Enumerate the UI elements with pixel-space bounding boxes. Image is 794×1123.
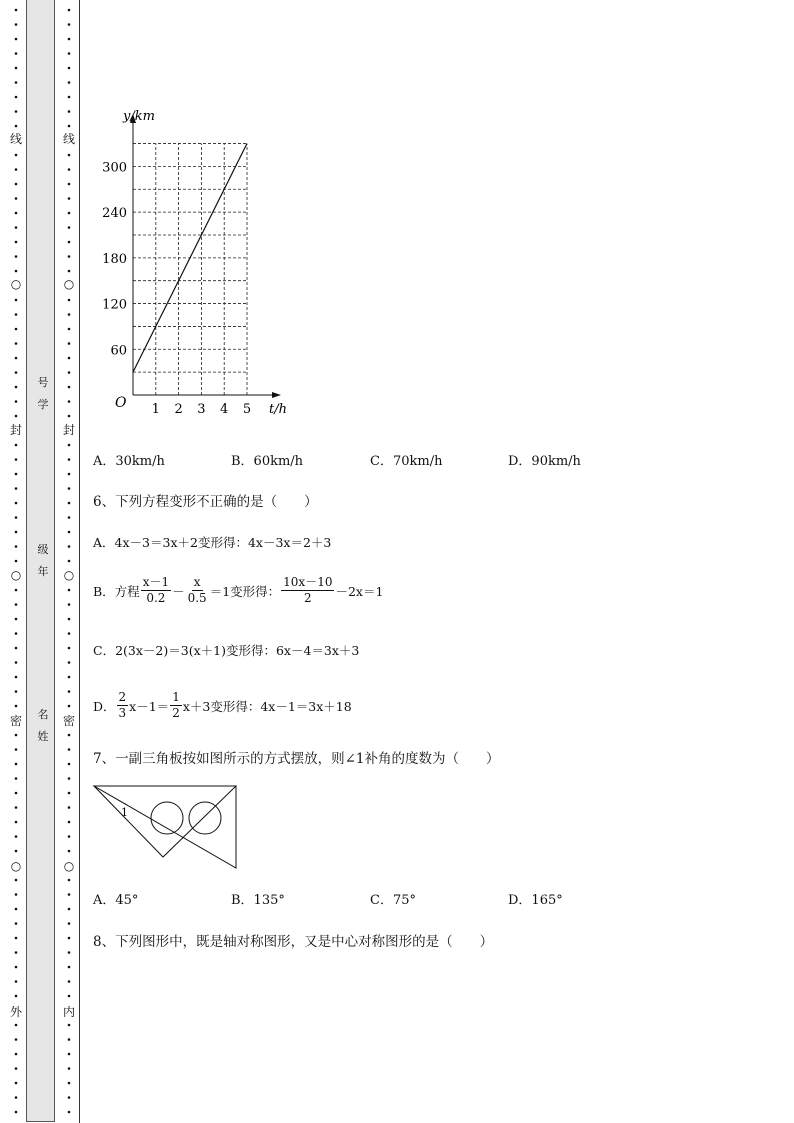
margin-dot xyxy=(15,212,18,215)
margin-dot xyxy=(68,647,71,650)
margin-dot xyxy=(15,937,18,940)
q5-option-b[interactable]: B．60km/h xyxy=(231,454,304,469)
margin-dot xyxy=(15,458,18,461)
margin-dot xyxy=(15,705,18,708)
margin-dot xyxy=(15,502,18,505)
margin-dot xyxy=(68,806,71,809)
margin-dot xyxy=(68,951,71,954)
margin-dot xyxy=(15,676,18,679)
q6-d-prefix: D． xyxy=(93,698,116,714)
margin-dot xyxy=(68,342,71,345)
margin-dot xyxy=(15,879,18,882)
field-char: 学 xyxy=(37,398,49,411)
margin-dot xyxy=(15,197,18,200)
denominator: 3 xyxy=(118,706,127,720)
margin-dot xyxy=(15,226,18,229)
margin-dot xyxy=(68,1024,71,1027)
outer-mark-circle: ○ xyxy=(10,568,22,582)
margin-dot xyxy=(68,1053,71,1056)
y-axis-label: y/km xyxy=(123,109,155,124)
margin-dot xyxy=(68,879,71,882)
margin-dot xyxy=(15,821,18,824)
margin-dot xyxy=(15,777,18,780)
margin-dot xyxy=(68,197,71,200)
margin-dot xyxy=(15,661,18,664)
outer-mark-wai: 外 xyxy=(9,1005,22,1019)
margin-dot xyxy=(68,1082,71,1085)
inner-mark-circle: ○ xyxy=(63,568,75,582)
margin-dot xyxy=(68,966,71,969)
margin-dot xyxy=(68,661,71,664)
distance-time-chart xyxy=(93,100,313,420)
margin-dot xyxy=(68,357,71,360)
margin-dot xyxy=(68,183,71,186)
outer-mark-circle: ○ xyxy=(10,277,22,291)
margin-dot xyxy=(15,1111,18,1114)
q5-option-a[interactable]: A．30km/h xyxy=(93,454,165,469)
margin-dot xyxy=(15,806,18,809)
denominator: 2 xyxy=(303,591,312,605)
q7-option-b[interactable]: B．135° xyxy=(231,893,285,908)
margin-dot xyxy=(15,96,18,99)
q7-option-d[interactable]: D．165° xyxy=(508,893,563,908)
margin-dot xyxy=(68,937,71,940)
triangle-45 xyxy=(94,786,236,857)
margin-dot xyxy=(15,734,18,737)
margin-dot xyxy=(68,1096,71,1099)
margin-dot xyxy=(15,81,18,84)
margin-dot xyxy=(15,444,18,447)
margin-dot xyxy=(68,96,71,99)
field-char: 号 xyxy=(37,376,49,389)
margin-dot xyxy=(15,618,18,621)
margin-dot xyxy=(15,38,18,41)
margin-dot xyxy=(15,589,18,592)
y-tick-label: 120 xyxy=(102,297,127,313)
margin-dot xyxy=(15,893,18,896)
origin-label: O xyxy=(115,395,127,411)
margin-dot xyxy=(15,1067,18,1070)
margin-dot xyxy=(68,9,71,12)
margin-dot xyxy=(15,647,18,650)
margin-dot xyxy=(15,995,18,998)
inner-mark-xian: 线 xyxy=(62,132,75,146)
margin-dot xyxy=(68,226,71,229)
margin-dot xyxy=(15,908,18,911)
margin-dot xyxy=(15,342,18,345)
fraction xyxy=(281,575,334,606)
margin-dot xyxy=(15,183,18,186)
margin-dot xyxy=(68,995,71,998)
triangle-set-figure xyxy=(93,783,239,871)
margin-dot xyxy=(15,110,18,113)
field-char: 姓 xyxy=(37,730,49,743)
margin-dot xyxy=(68,821,71,824)
fraction xyxy=(141,575,171,606)
margin-dot xyxy=(15,67,18,70)
margin-dot xyxy=(15,835,18,838)
margin-dot xyxy=(68,734,71,737)
margin-dot xyxy=(15,255,18,258)
x-axis-arrow xyxy=(272,392,281,398)
q7-option-a[interactable]: A．45° xyxy=(93,893,139,908)
angle-1-label: 1 xyxy=(121,806,128,819)
margin-dot xyxy=(68,748,71,751)
margin-dot xyxy=(68,241,71,244)
outer-mark-feng: 封 xyxy=(9,423,22,437)
margin-dot xyxy=(68,371,71,374)
margin-dot xyxy=(68,154,71,157)
margin-dot xyxy=(68,415,71,418)
margin-dot xyxy=(68,980,71,983)
numerator: 1 xyxy=(172,690,180,704)
margin-dot xyxy=(68,458,71,461)
q7-option-c[interactable]: C．75° xyxy=(370,893,416,908)
triangle-hole-left xyxy=(151,802,183,834)
margin-dot xyxy=(15,792,18,795)
margin-dot xyxy=(68,487,71,490)
q6-c-expr: 2(3x－2)＝3(x＋1)变形得：6x－4＝3x＋3 xyxy=(115,643,360,658)
margin-dot xyxy=(15,386,18,389)
margin-dot xyxy=(68,473,71,476)
outer-mark-xian: 线 xyxy=(9,132,22,146)
x-tick-label: 4 xyxy=(220,402,229,417)
q5-option-d[interactable]: D．90km/h xyxy=(508,454,581,469)
minus-sign: － xyxy=(172,583,185,599)
q6-d-mid1: x－1＝ xyxy=(129,698,170,714)
margin-dot xyxy=(68,502,71,505)
outer-mark-circle: ○ xyxy=(10,859,22,873)
margin-dot xyxy=(15,980,18,983)
margin-dot xyxy=(15,531,18,534)
margin-dot xyxy=(15,299,18,302)
margin-dot xyxy=(68,81,71,84)
binding-margin xyxy=(0,0,82,1123)
margin-dot xyxy=(15,1024,18,1027)
x-tick-label: 3 xyxy=(197,402,206,417)
q7-stem: 7、一副三角板按如图所示的方式摆放，则∠1补角的度数为（ ） xyxy=(93,751,500,767)
margin-dot xyxy=(68,777,71,780)
margin-dot xyxy=(68,908,71,911)
margin-dot xyxy=(15,1038,18,1041)
margin-dot xyxy=(68,705,71,708)
margin-dot xyxy=(68,516,71,519)
margin-dot xyxy=(15,168,18,171)
margin-dot xyxy=(68,531,71,534)
margin-dot xyxy=(15,400,18,403)
y-tick-label: 180 xyxy=(102,251,127,267)
x-tick-label: 2 xyxy=(174,402,183,417)
outer-mark-mi: 密 xyxy=(9,714,22,728)
margin-dot xyxy=(68,52,71,55)
denominator: 2 xyxy=(172,706,180,720)
q6-c-prefix: C． xyxy=(93,643,116,658)
margin-dot xyxy=(68,589,71,592)
inner-mark-mi: 密 xyxy=(62,714,75,728)
q6-stem: 6、下列方程变形不正确的是（ ） xyxy=(93,494,318,510)
field-char: 级 xyxy=(37,543,49,556)
fraction xyxy=(170,690,182,721)
margin-dot xyxy=(15,487,18,490)
margin-dot xyxy=(15,371,18,374)
margin-dot xyxy=(15,415,18,418)
q5-option-c[interactable]: C．70km/h xyxy=(370,454,443,469)
q6-option-c[interactable] xyxy=(93,641,359,659)
margin-dot xyxy=(68,763,71,766)
margin-dot xyxy=(68,1111,71,1114)
inner-mark-feng: 封 xyxy=(62,423,75,437)
margin-dot xyxy=(15,922,18,925)
margin-dot xyxy=(68,690,71,693)
margin-dot xyxy=(15,313,18,316)
margin-dot xyxy=(15,966,18,969)
q6-b-tail: －2x＝1 xyxy=(335,583,384,599)
margin-dot xyxy=(68,255,71,258)
inner-mark-circle: ○ xyxy=(63,859,75,873)
margin-dot xyxy=(15,516,18,519)
margin-dot xyxy=(15,1096,18,1099)
field-grade xyxy=(36,543,50,587)
margin-dot xyxy=(68,270,71,273)
margin-dot xyxy=(68,893,71,896)
margin-dot xyxy=(15,748,18,751)
triangle-hole-right xyxy=(189,802,221,834)
margin-dot xyxy=(68,1038,71,1041)
margin-dot xyxy=(68,23,71,26)
margin-dot xyxy=(15,270,18,273)
margin-dot xyxy=(15,545,18,548)
x-tick-label: 1 xyxy=(151,402,160,417)
margin-dot xyxy=(68,168,71,171)
field-student-id xyxy=(36,376,50,420)
margin-dot xyxy=(15,1082,18,1085)
inner-mark-circle: ○ xyxy=(63,277,75,291)
margin-dot xyxy=(15,9,18,12)
field-char: 名 xyxy=(37,708,49,721)
margin-dot xyxy=(15,850,18,853)
margin-dot xyxy=(15,241,18,244)
margin-dot xyxy=(68,400,71,403)
margin-dot xyxy=(68,212,71,215)
inner-mark-nei: 内 xyxy=(62,1005,75,1019)
y-tick-label: 240 xyxy=(102,206,127,222)
x-tick-label: 5 xyxy=(242,402,252,417)
margin-dot xyxy=(68,67,71,70)
margin-dot xyxy=(15,1053,18,1056)
q6-option-d[interactable] xyxy=(93,690,352,721)
denominator: 0.5 xyxy=(187,591,207,605)
margin-dot xyxy=(15,473,18,476)
margin-dot xyxy=(68,545,71,548)
margin-dot xyxy=(15,328,18,331)
margin-dot xyxy=(68,328,71,331)
margin-dot xyxy=(15,951,18,954)
margin-dot xyxy=(68,1067,71,1070)
q8-stem: 8、下列图形中，既是轴对称图形，又是中心对称图形的是（ ） xyxy=(93,934,494,950)
q6-b-prefix: B．方程 xyxy=(93,583,140,599)
fraction xyxy=(186,575,209,606)
margin-dot xyxy=(68,313,71,316)
margin-dot xyxy=(68,38,71,41)
margin-dot xyxy=(15,52,18,55)
margin-dot xyxy=(15,603,18,606)
margin-dot xyxy=(68,560,71,563)
margin-dot xyxy=(15,125,18,128)
margin-dot xyxy=(68,792,71,795)
y-tick-label: 300 xyxy=(102,160,127,176)
margin-rule xyxy=(79,0,80,1123)
margin-dot xyxy=(15,763,18,766)
margin-dot xyxy=(15,357,18,360)
q6-d-tail: x＋3变形得：4x－1＝3x＋18 xyxy=(182,698,352,714)
margin-dot xyxy=(15,23,18,26)
q6-a-expr: 4x－3＝3x＋2变形得：4x－3x＝2＋3 xyxy=(114,535,332,550)
margin-dot xyxy=(15,560,18,563)
q6-a-prefix: A． xyxy=(93,535,115,550)
margin-dot xyxy=(68,676,71,679)
q6-option-b[interactable] xyxy=(93,575,383,606)
field-char: 年 xyxy=(37,565,49,578)
margin-dot xyxy=(15,690,18,693)
margin-dot xyxy=(68,444,71,447)
margin-dot xyxy=(68,850,71,853)
margin-dot xyxy=(68,922,71,925)
field-name xyxy=(36,708,50,752)
margin-dot xyxy=(68,618,71,621)
margin-dot xyxy=(68,110,71,113)
margin-dot xyxy=(15,154,18,157)
margin-dot xyxy=(15,632,18,635)
numerator: 2 xyxy=(118,690,127,704)
numerator: 10x－10 xyxy=(283,575,333,589)
numerator: x－1 xyxy=(142,575,170,589)
margin-dot xyxy=(68,835,71,838)
y-tick-label: 60 xyxy=(110,343,127,359)
q6-b-mid: ＝1变形得： xyxy=(209,583,281,599)
margin-dot xyxy=(68,299,71,302)
margin-dot xyxy=(68,386,71,389)
denominator: 0.2 xyxy=(146,591,166,605)
margin-dot xyxy=(68,603,71,606)
q6-option-a[interactable] xyxy=(93,533,331,551)
x-axis-label: t/h xyxy=(269,402,287,417)
fraction xyxy=(117,690,129,721)
margin-dot xyxy=(68,632,71,635)
margin-dot xyxy=(68,125,71,128)
numerator: x xyxy=(193,575,201,589)
